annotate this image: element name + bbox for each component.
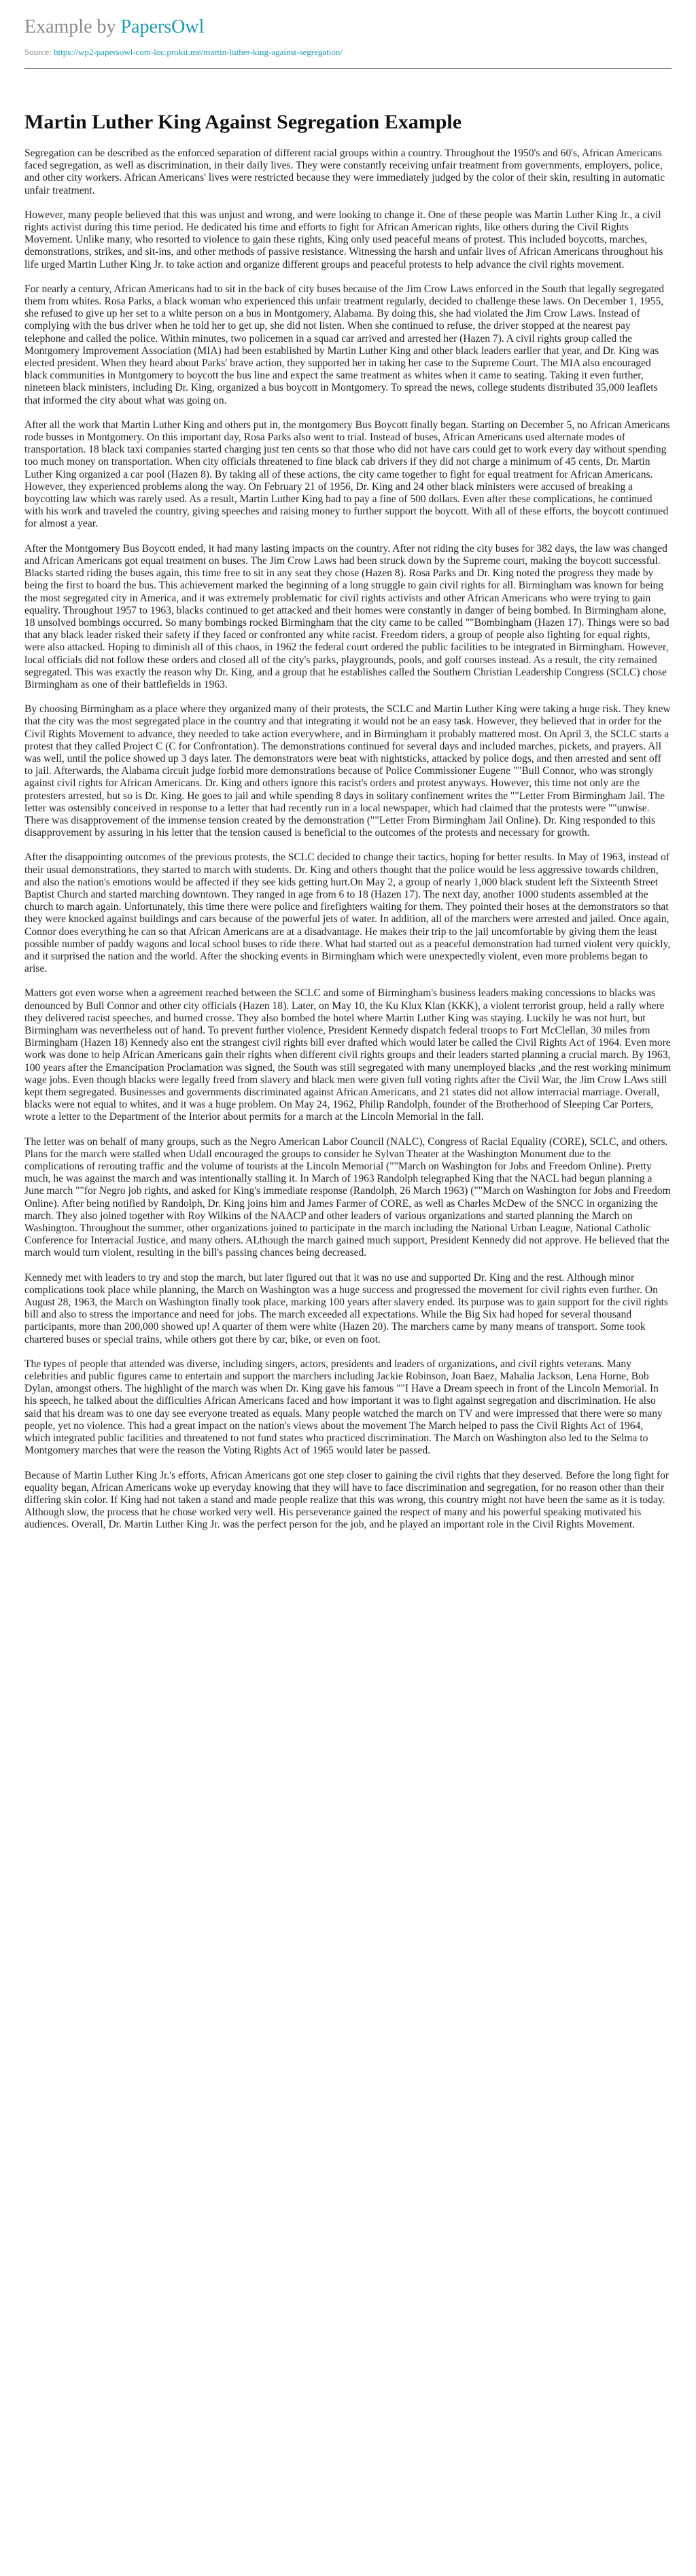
source-link[interactable]: https://wp2-papersowl-com-loc.prokit.me/martin-luther-king-against-segregation/ (53, 47, 343, 57)
essay-paragraph: Segregation can be described as the enforced separation of different racial groups within a country. Throughout the 1950's and 60's, African Americans faced segregation, as well as discrimination, in their daily lives. They were constantly receiving unfair treatment from governments, employers, police, and other city workers. African Americans' lives were restricted because they were immediately judged by the color of their skin, resulting in automatic unfair treatment. (24, 147, 665, 196)
essay-paragraph: After the Montgomery Bus Boycott ended, it had many lasting impacts on the country. After not riding the city buses for 382 days, the law was changed and African Americans got equal treatment on buses. The Jim Crow Laws had been struck down by the Supreme court, making the boycott successful. Blacks started riding the buses again, this time free to sit in any seat they chose (Hazen 8). Rosa Parks and Dr. King noted the progress they made by being the first to board the bus. This achievement marked the beginning of a long struggle to gain civil rights for all. Birmingham was known for being the most segregated city in America, and it was extremely problematic for civil rights activists and other African Americans who were trying to gain equality. Throughout 1957 to 1963, blacks continued to get attacked and their homes were constantly in danger of being bombed. In Birmingham alone, 18 unsolved bombings occurred. So many bombings rocked Birmingham that the city came to be called ""Bombingham (Hazen 17). Things were so bad that any black leader risked their safety if they faced or confronted any white racist. Freedom riders, a group of people also fighting for equal rights, were also attacked. Hoping to diminish all of this chaos, in 1962 the federal court ordered the public facilities to be integrated in Birmingham. However, local officials did not follow these orders and closed all of the city's parks, playgrounds, pools, and golf courses instead. As a result, the city remained segregated. This was exactly the reason why Dr. King, and a group that he establishes called the Southern Christian Leadership Congress (SCLC) chose Birmingham as one of their battlefields in 1963. (24, 542, 669, 690)
essay-paragraph: After all the work that Martin Luther King and others put in, the montgomery Bus Boycott finally began. Starting on December 5, no African Americans rode busses in Montgomery. On this important day, Rosa Parks also went to trial. Instead of buses, African Americans used alternate modes of transportation. 18 black taxi companies started charging just ten cents so that those who did not have cars could get to work every day without spending too much money on transportation. When city officials threatened to fine black cab drivers if they did not charge a minimum of 45 cents, Dr. Martin Luther King organized a car pool (Hazen 8). By taking all of these actions, the city came together to fight for equal treatment for African Americans. However, they experienced problems along the way. On February 21 of 1956, Dr. King and 24 other black ministers were accused of breaking a boycotting law which was rarely used. As a result, Martin Luther King had to pay a fine of 500 dollars. Even after these complications, he continued with his work and traveled the country, giving speeches and raising money to further support the boycott. With all of these efforts, the boycott continued for almost a year. (24, 419, 670, 530)
page-header (24, 15, 672, 69)
header-title (24, 15, 672, 39)
essay (24, 109, 672, 1532)
essay-paragraph: However, many people believed that this was unjust and wrong, and were looking to change it. One of these people was Martin Luther King Jr., a civil rights activist during this time period. He dedicated his time and efforts to fight for African American rights, like others during the Civil Rights Movement. Unlike many, who resorted to violence to gain these rights, King only used peaceful means of protest. This included boycotts, marches, demonstrations, strikes, and sit-ins, and other methods of passive resistance. Witnessing the harsh and unfair lives of African Americans throughout his life urged Martin Luther King Jr. to take action and organize different groups and peaceful protests to help advance the civil rights movement. (24, 209, 663, 270)
essay-paragraph: The types of people that attended was diverse, including singers, actors, presidents and leaders of organizations, and civil rights veterans. Many celebrities and public figures came to entertain and support the marchers including Jackie Robinson, Joan Baez, Mahalia Jackson, Lena Horne, Bob Dylan, amongst others. The highlight of the march was when Dr. King gave his famous ""I Have a Dream speech in front of the Lincoln Memorial. In his speech, he talked about the difficulties African Americans faced and how important it was to fight against segregation and discrimination. He also said that his dream was to one day see everyone treated as equals. Many people watched the march on TV and were impressed that there were so many people, yet no violence. This had a great impact on the nation's views about the movement The March helped to pass the Civil Rights Act of 1964, which integrated public facilities and threatened to not fund states who practiced discrimination. The March on Washington also led to the Selma to Montgomery marches that were the reason the Voting Rights Act of 1965 would later be passed. (24, 1358, 663, 1457)
header-prefix: Example by (24, 16, 121, 37)
essay-paragraph: The letter was on behalf of many groups, such as the Negro American Labor Council (NALC), Congress of Racial Equality (CORE), SCLC, and others. Plans for the march were stalled when Udall encouraged the groups to consider he Sylvan Theater at the Washington Monument due to the complications of rerouting traffic and the volume of tourists at the Lincoln Memorial (""March on Washington for Jobs and Freedom Online). Pretty much, he was against the march and was intentionally stalling it. In March of 1963 Randolph telegraphed King that the NACL had begun planning a June march ""for Negro job rights, and asked for King's immediate response (Randolph, 26 March 1963) (""March on Washington for Jobs and Freedom Online). After being notified by Randolph, Dr. King joins him and James Farmer of CORE, as well as Charles McDew of the SNCC in organizing the march. They also joined together with Roy Wilkins of the NAACP and other leaders of various organizations and started planning the March on Washington. Throughout the summer, other organizations joined to participate in the march including the National Urban League, National Catholic Conference for Interracial Justice, and many others. ALthough the march gained much support, President Kennedy did not approve. He believed that the march would turn violent, resulting in the bill's passing chances being decreased. (24, 1135, 671, 1259)
essay-paragraph: Matters got even worse when a agreement reached between the SCLC and some of Birmingham's business leaders making concessions to blacks was denounced by Bull Connor and other city officials (Hazen 18). Later, on May 10, the Ku Klux Klan (KKK), a violent terrorist group, held a rally where they delivered racist speeches, and burned crosse. They also bombed the hotel where Martin Luther King was staying. Luckily he was not hurt, but Birmingham was nevertheless out of hand. To prevent further violence, President Kennedy dispatch federal troops to Fort McClellan, 30 miles from Birmingham (Hazen 18) Kennedy also ent the strangest civil rights bill ever drafted which would later be called the Civil Rights Act of 1964. Even more work was done to help African Americans gain their rights when different civil rights groups and their leaders started planning a crucial march. By 1963, 100 years after the Emancipation Proclamation was signed, the South was still segregated with many unemployed blacks ,and the rest working minimum wage jobs. Even though blacks were legally freed from slavery and black men were given full voting rights after the Civil War, the Jim Crow LAws still kept them segregated. Businesses and governments discriminated against African Americans, and 21 states did not allow interracial marriage. Overall, blacks were not equal to whites, and it was a huge problem. On May 24, 1962, Philip Randolph, founder of the Brotherhood of Sleeping Car Porters, wrote a letter to the Department of the Interior about permits for a march at the Lincoln Memorial in the fall. (24, 987, 672, 1123)
essay-paragraph: For nearly a century, African Americans had to sit in the back of city buses because of the Jim Crow Laws enforced in the South that legally segregated them from whites. Rosa Parks, a black woman who experienced this unfair treatment regularly, decided to challenge these laws. On December 1, 1955, she refused to give up her set to a white person on a bus in Montgomery, Alabama. By doing this, she had violated the Jim Crow Laws. Instead of complying with the bus driver when he told her to get up, she did not listen. When she continued to refuse, the driver stopped at the nearest pay telephone and called the police. Within minutes, two policemen in a squad car arrived and arrested her (Hazen 7). A civil rights group called the Montgomery Improvement Association (MIA) had been established by Martin Luther King and other black leaders earlier that year, and Dr. King was elected president. When they heard about Parks' brave action, they supported her in taking her case to the Supreme Court. The MIA also encouraged black communities in Montgomery to boycott the bus line and expect the same treatment as whites when it came to seating. Taking it even further, nineteen black ministers, including Dr. King, organized a bus boycott in Montgomery. To spread the news, college students distributed 35,000 leaflets that informed the city about what was going on. (24, 283, 665, 406)
source-line (24, 46, 672, 58)
essay-paragraph: Kennedy met with leaders to try and stop the march, but later figured out that it was no use and supported Dr. King and the rest. Although minor complications took place while planning, the March on Washington was a huge success and progressed the movement for civil rights even further. On August 28, 1963, the March on Washington finally took place, marking 100 years after slavery ended. Its purpose was to gain support for the civil rights bill and also to stress the importance and need for jobs. The march exceeded all expectations. While the Big Six had hoped for several thousand participants, more than 200,000 showed up! A quarter of them were white (Hazen 20). The marchers came by many means of transport. Some took chartered buses or special trains, while others got there by car, bike, or even on foot. (24, 1271, 669, 1345)
essay-paragraph: Because of Martin Luther King Jr.'s efforts, African Americans got one step closer to gaining the civil rights that they deserved. Before the long fight for equality began, African Americans woke up everyday knowing that they will have to face discrimination and segregation, for no reason other than their differing skin color. If King had not taken a stand and made people realize that this was wrong, this country might not have been the same as it is today. Although slow, the process that he chose worked very well. His perseverance gained the respect of many and his powerful speaking motivated his audiences. Overall, Dr. Martin Luther King Jr. was the perfect person for the job, and he played an important role in the Civil Rights Movement. (24, 1469, 669, 1531)
brand-link[interactable]: PapersOwl (120, 16, 205, 37)
essay-title: Martin Luther King Against Segregation Example (24, 111, 462, 133)
source-label: Source: (24, 47, 54, 57)
essay-paragraph: By choosing Birmingham as a place where they organized many of their protests, the SCLC and Martin Luther King were taking a huge risk. They knew that the city was the most segregated place in the country and that integrating it would not be an easy task. However, they believed that in order for the Civil Rights Movement to advance, they needed to take action everywhere, and in Birmingham it probably mattered most. On April 3, the SCLC starts a protest that they called Project C (C for Confrontation). The demonstrations continued for several days and included marches, pickets, and prayers. All was well, until the police showed up 3 days later. The demonstrators were beat with nightsticks, attacked by police dogs, and then arrested and sent off to jail. Afterwards, the Alabama circuit judge forbid more demonstrations because of Police Commissioner Eugene ""Bull Connor, who was strongly against civil rights for African Americans. Dr. King and others ignore this racist's orders and protest anyways. However, this time not only are the protesters arrested, but so is Dr. King. He goes to jail and while spending 8 days in solitary confinement writes the ""Letter From Birmingham Jail. The letter was ostensibly conceived in response to a letter that had recently run in a local newspaper, which had claimed that the protests were ""unwise. There was disapprovement of the immense tension created by the demonstration (""Letter From Birmingham Jail Online). Dr. King responded to this disapprovement by assuring in his letter that the tension caused is beneficial to the outcomes of the protests and necessary for growth. (24, 703, 671, 839)
header-divider (24, 68, 672, 69)
essay-paragraph: After the disappointing outcomes of the previous protests, the SCLC decided to change their tactics, hoping for better results. In May of 1963, instead of their usual demonstrations, they started to march with students. Dr. King and others thought that the police would be less aggressive towards children, and also the nation's emotions would be affected if they see kids getting hurt.On May 2, a group of nearly 1,000 black student left the Sixteenth Street Baptist Church and started marching downtown. They ranged in age from 6 to 18 (Hazen 17). The next day, another 1000 students assembled at the church to march again. Unfortunately, this time there were police and firefighters waiting for them. They pointed their hoses at the demonstrators so that they were knocked against buildings and cars because of the powerful jets of water. In addition, all of the marchers were arrested and jailed. Once again, Connor does everything he can so that African Americans are at a disadvantage. He makes their trip to the jail uncomfortable by giving them the least possible number of paddy wagons and local school buses to ride there. What had started out as a peaceful demonstration had turned violent very quickly, and it surprised the nation and the world. After the shocking events in Birmingham which were unexpectedly violent, even more problems began to arise. (24, 851, 671, 975)
